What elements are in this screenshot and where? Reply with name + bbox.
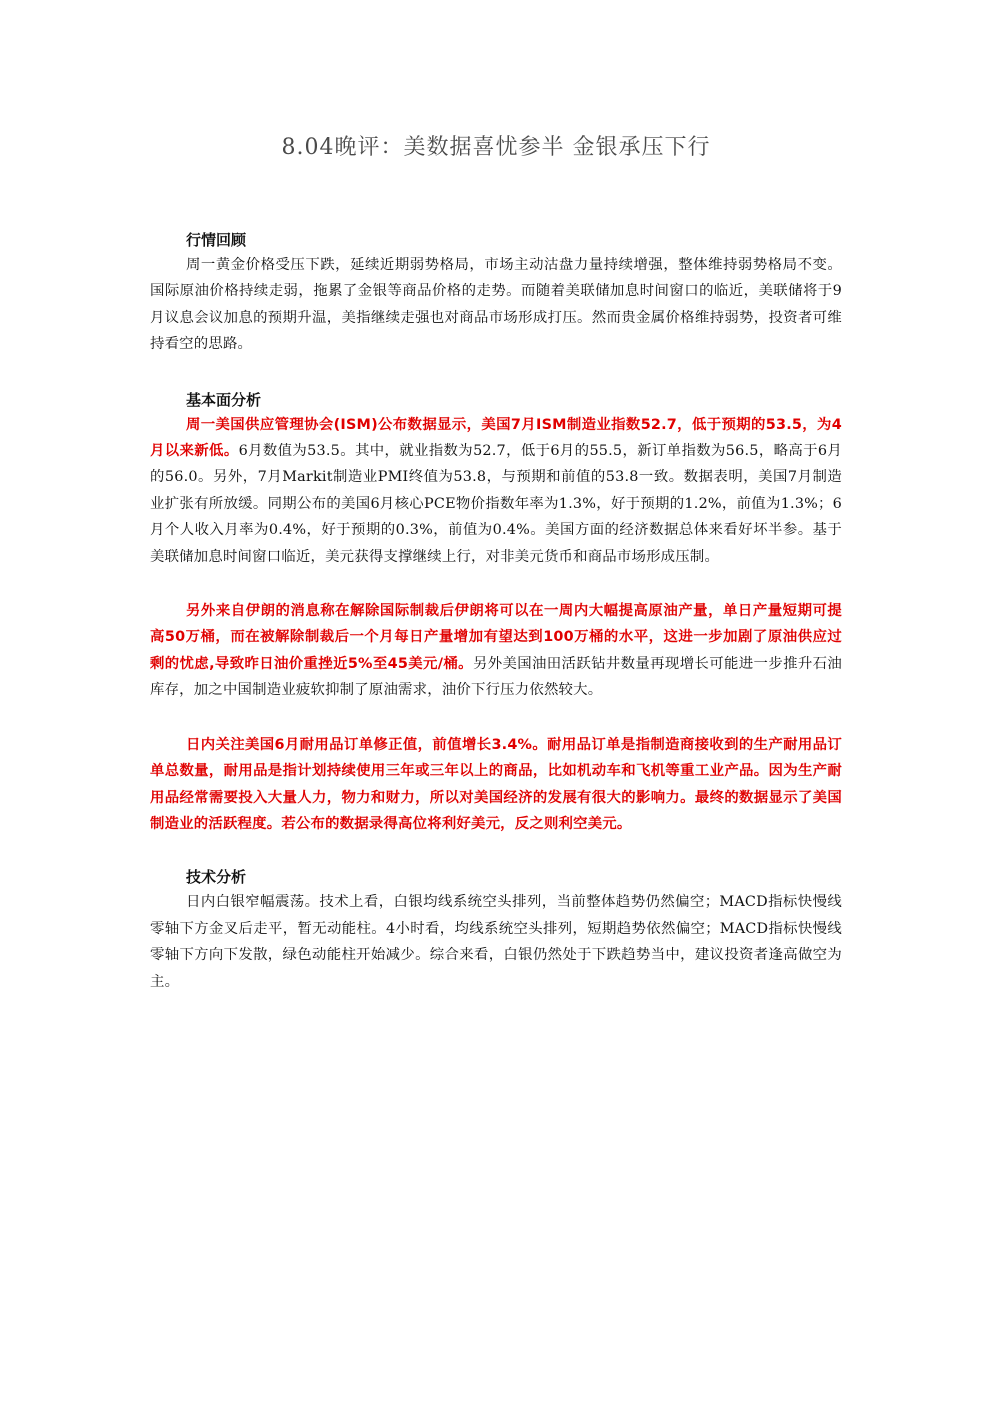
document-body — [150, 228, 842, 995]
document-title: 8.04晚评：美数据喜忧参半 金银承压下行 — [281, 135, 711, 160]
section-heading-technical: 技术分析 — [186, 868, 247, 887]
fundamental-text-1: 6月数值为53.5。其中，就业指数为52.7，低于6月的55.5，新订单指数为56.5，略高于6月的56.0。另外，7月Markit制造业PMI终值为53.8，与预期和前值的53.8一致。数据表明，美国7月制造业扩张有所放缓。同期公布的美国6月核心PCE物价指数年率为1.3%，好于预期的1.2%，前值为1.3%；6月个人收入月率为0.4%，好于预期的0.3%，前值为0.4%。美国方面的经济数据总体来看好坏半参。基于美联储加息时间窗口临近，美元获得支撑继续上行，对非美元货币和商品市场形成压制。 — [150, 443, 843, 565]
fundamental-highlight-2: 另外来自伊朗的消息称在解除国际制裁后伊朗将可以在一周内大幅提高原油产量，单日产量短期可提高50万桶，而在被解除制裁后一个月每日产量增加有望达到100万桶的水平，这进一步加剧了原油供应过剩的忧虑,导致昨日油价重挫近5%至45美元/桶。 — [150, 603, 842, 672]
review-paragraph: 周一黄金价格受压下跌，延续近期弱势格局，市场主动沽盘力量持续增强，整体维持弱势格局不变。国际原油价格持续走弱，拖累了金银等商品价格的走势。而随着美联储加息时间窗口的临近，美联储将于9月议息会议加息的预期升温，美指继续走强也对商品市场形成打压。然而贵金属价格维持弱势，投资者可维持看空的思路。 — [150, 257, 842, 353]
section-heading-review: 行情回顾 — [186, 231, 247, 249]
fundamental-paragraph-3 — [150, 732, 842, 838]
fundamental-text-2: 另外美国油田活跃钻井数量再现增长可能进一步推升石油库存，加之中国制造业疲软抑制了原油需求，油价下行压力依然较大。 — [150, 655, 842, 699]
fundamental-paragraph-1 — [150, 412, 842, 570]
technical-paragraph: 日内白银窄幅震荡。技术上看，白银均线系统空头排列，当前整体趋势仍然偏空；MACD指标快慢线零轴下方金叉后走平，暂无动能柱。4小时看，均线系统空头排列，短期趋势依然偏空；MACD指标快慢线零轴下方向下发散，绿色动能柱开始减少。综合来看，白银仍然处于下跌趋势当中，建议投资者逢高做空为主。 — [150, 894, 842, 990]
fundamental-highlight-3: 日内关注美国6月耐用品订单修正值，前值增长3.4%。耐用品订单是指制造商接收到的生产耐用品订单总数量，耐用品是指计划持续使用三年或三年以上的商品，比如机动车和飞机等重工业产品。因为生产耐用品经常需要投入大量人力，物力和财力，所以对美国经济的发展有很大的影响力。最终的数据显示了美国制造业的活跃程度。若公布的数据录得高位将利好美元，反之则利空美元。 — [150, 736, 842, 832]
fundamental-highlight-1: 周一美国供应管理协会(ISM)公布数据显示，美国7月ISM制造业指数52.7，低于预期的53.5，为4月以来新低。 — [150, 416, 842, 460]
section-heading-fundamental: 基本面分析 — [186, 390, 262, 409]
fundamental-paragraph-2 — [150, 598, 842, 704]
